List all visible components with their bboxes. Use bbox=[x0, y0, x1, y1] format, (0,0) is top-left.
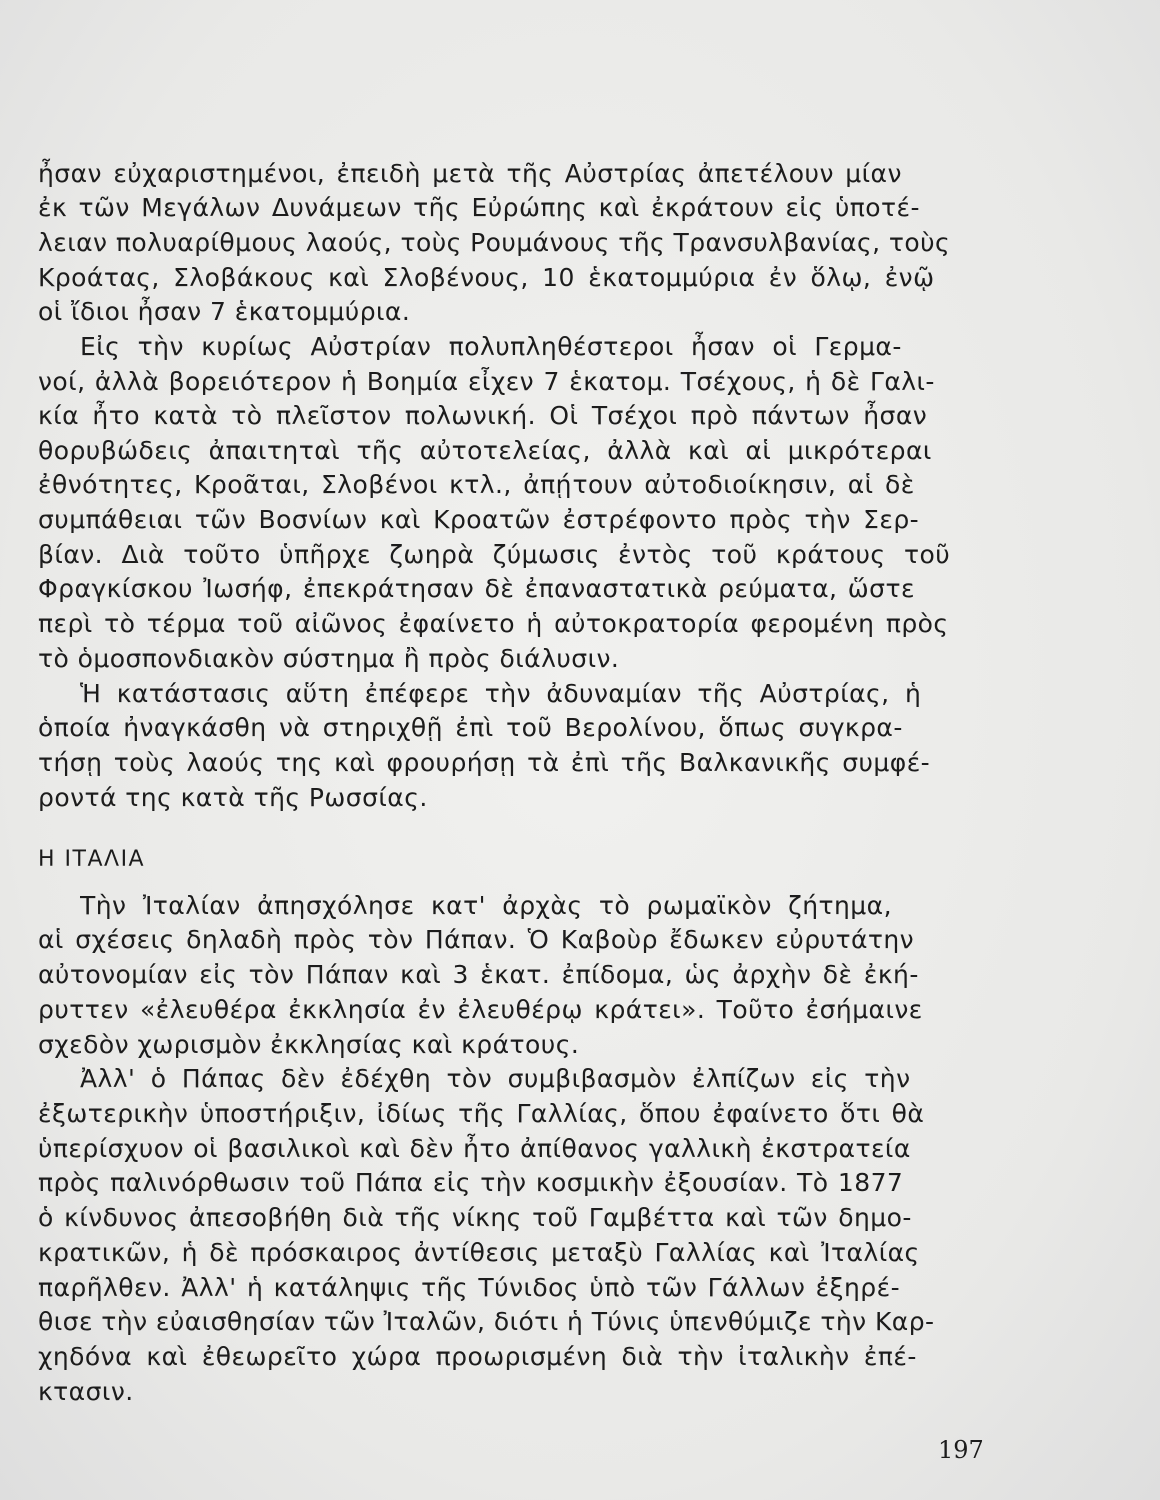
text-line: κτασιν. bbox=[38, 1377, 134, 1406]
text-line: ὁποία ἠναγκάσθη νὰ στηριχθῇ ἐπὶ τοῦ Βερολίνου, ὅπως συγκρα- bbox=[38, 713, 903, 742]
text-line: ἐκ τῶν Μεγάλων Δυνάμεων τῆς Εὐρώπης καὶ ἐκράτουν εἰς ὑποτέ- bbox=[38, 193, 920, 222]
page-number: 197 bbox=[938, 1436, 984, 1464]
text-line: ὑπερίσχυον οἱ βασιλικοὶ καὶ δὲν ἦτο ἀπίθανος γαλλικὴ ἐκστρατεία bbox=[38, 1134, 911, 1163]
text-line: σχεδὸν χωρισμὸν ἐκκλησίας καὶ κράτους. bbox=[38, 1030, 580, 1059]
text-line: κία ἦτο κατὰ τὸ πλεῖστον πολωνική. Οἱ Τσέχοι πρὸ πάντων ἦσαν bbox=[38, 401, 928, 430]
text-line: αὐτονομίαν εἰς τὸν Πάπαν καὶ 3 ἑκατ. ἐπίδομα, ὡς ἀρχὴν δὲ ἐκή- bbox=[38, 960, 919, 989]
text-line: συμπάθειαι τῶν Βοσνίων καὶ Κροατῶν ἐστρέφοντο πρὸς τὴν Σερ- bbox=[38, 505, 920, 534]
text-line: ὁ κίνδυνος ἀπεσοβήθη διὰ τῆς νίκης τοῦ Γαμβέττα καὶ τῶν δημο- bbox=[38, 1203, 912, 1232]
text-line: πρὸς παλινόρθωσιν τοῦ Πάπα εἰς τὴν κοσμικὴν ἐξουσίαν. Τὸ 1877 bbox=[38, 1168, 904, 1197]
text-line: ἐξωτερικὴν ὑποστήριξιν, ἰδίως τῆς Γαλλίας, ὅπου ἐφαίνετο ὅτι θὰ bbox=[38, 1099, 925, 1128]
text-line: τὸ ὁμοσπονδιακὸν σύστημα ἢ πρὸς διάλυσιν. bbox=[38, 644, 620, 673]
text-line: ἦσαν εὐχαριστημένοι, ἐπειδὴ μετὰ τῆς Αὐστρίας ἀπετέλουν μίαν bbox=[38, 159, 902, 188]
text-line: αἱ σχέσεις δηλαδὴ πρὸς τὸν Πάπαν. Ὁ Καβοὺρ ἔδωκεν εὐρυτάτην bbox=[38, 925, 915, 954]
text-line: Ἀλλ' ὁ Πάπας δὲν ἐδέχθη τὸν συμβιβασμὸν ἐλπίζων εἰς τὴν bbox=[80, 1064, 911, 1093]
text-line: Εἰς τὴν κυρίως Αὐστρίαν πολυπληθέστεροι ἦσαν οἱ Γερμα- bbox=[80, 332, 902, 361]
text-line: περὶ τὸ τέρμα τοῦ αἰῶνος ἐφαίνετο ἡ αὐτοκρατορία φερομένη πρὸς bbox=[38, 609, 949, 638]
text-line: ἐθνότητες, Κροᾶται, Σλοβένοι κτλ., ἀπῄτουν αὐτοδιοίκησιν, αἱ δὲ bbox=[38, 470, 915, 499]
text-line: Κροάτας, Σλοβάκους καὶ Σλοβένους, 10 ἑκατομμύρια ἐν ὅλῳ, ἐνῷ bbox=[38, 263, 935, 292]
text-line: χηδόνα καὶ ἐθεωρεῖτο χώρα προωρισμένη διὰ τὴν ἰταλικὴν ἐπέ- bbox=[38, 1342, 917, 1371]
section-heading: Η ΙΤΑΛΙΑ bbox=[38, 847, 146, 872]
text-line: παρῆλθεν. Ἀλλ' ἡ κατάληψις τῆς Τύνιδος ὑπὸ τῶν Γάλλων ἐξηρέ- bbox=[38, 1273, 901, 1302]
text-line: ροντά της κατὰ τῆς Ρωσσίας. bbox=[38, 783, 428, 812]
text-line: νοί, ἀλλὰ βορειότερον ἡ Βοημία εἶχεν 7 ἑκατομ. Τσέχους, ἡ δὲ Γαλι- bbox=[38, 367, 935, 396]
text-line: ρυττεν «ἐλευθέρα ἐκκλησία ἐν ἐλευθέρῳ κράτει». Τοῦτο ἐσήμαινε bbox=[38, 995, 923, 1024]
text-line: τήσῃ τοὺς λαούς της καὶ φρουρήσῃ τὰ ἐπὶ τῆς Βαλκανικῆς συμφέ- bbox=[38, 748, 931, 777]
text-line: κρατικῶν, ἡ δὲ πρόσκαιρος ἀντίθεσις μεταξὺ Γαλλίας καὶ Ἰταλίας bbox=[38, 1238, 920, 1267]
text-line: Φραγκίσκου Ἰωσήφ, ἐπεκράτησαν δὲ ἐπαναστατικὰ ρεύματα, ὥστε bbox=[38, 574, 915, 603]
text-line: οἱ ἴδιοι ἦσαν 7 ἑκατομμύρια. bbox=[38, 297, 411, 326]
text-line: θισε τὴν εὐαισθησίαν τῶν Ἰταλῶν, διότι ἡ Τύνις ὑπενθύμιζε τὴν Καρ- bbox=[38, 1307, 935, 1336]
text-line: Ἡ κατάστασις αὕτη ἐπέφερε τὴν ἀδυναμίαν τῆς Αὐστρίας, ἡ bbox=[80, 679, 922, 708]
text-line: λειαν πολυαρίθμους λαούς, τοὺς Ρουμάνους τῆς Τρανσυλβανίας, τοὺς bbox=[38, 228, 951, 257]
text-line: Τὴν Ἰταλίαν ἀπησχόλησε κατ' ἀρχὰς τὸ ρωμαϊκὸν ζήτημα, bbox=[80, 891, 892, 920]
text-line: βίαν. Διὰ τοῦτο ὑπῆρχε ζωηρὰ ζύμωσις ἐντὸς τοῦ κράτους τοῦ bbox=[38, 540, 951, 569]
text-line: θορυβώδεις ἀπαιτηταὶ τῆς αὐτοτελείας, ἀλλὰ καὶ αἱ μικρότεραι bbox=[38, 436, 932, 465]
